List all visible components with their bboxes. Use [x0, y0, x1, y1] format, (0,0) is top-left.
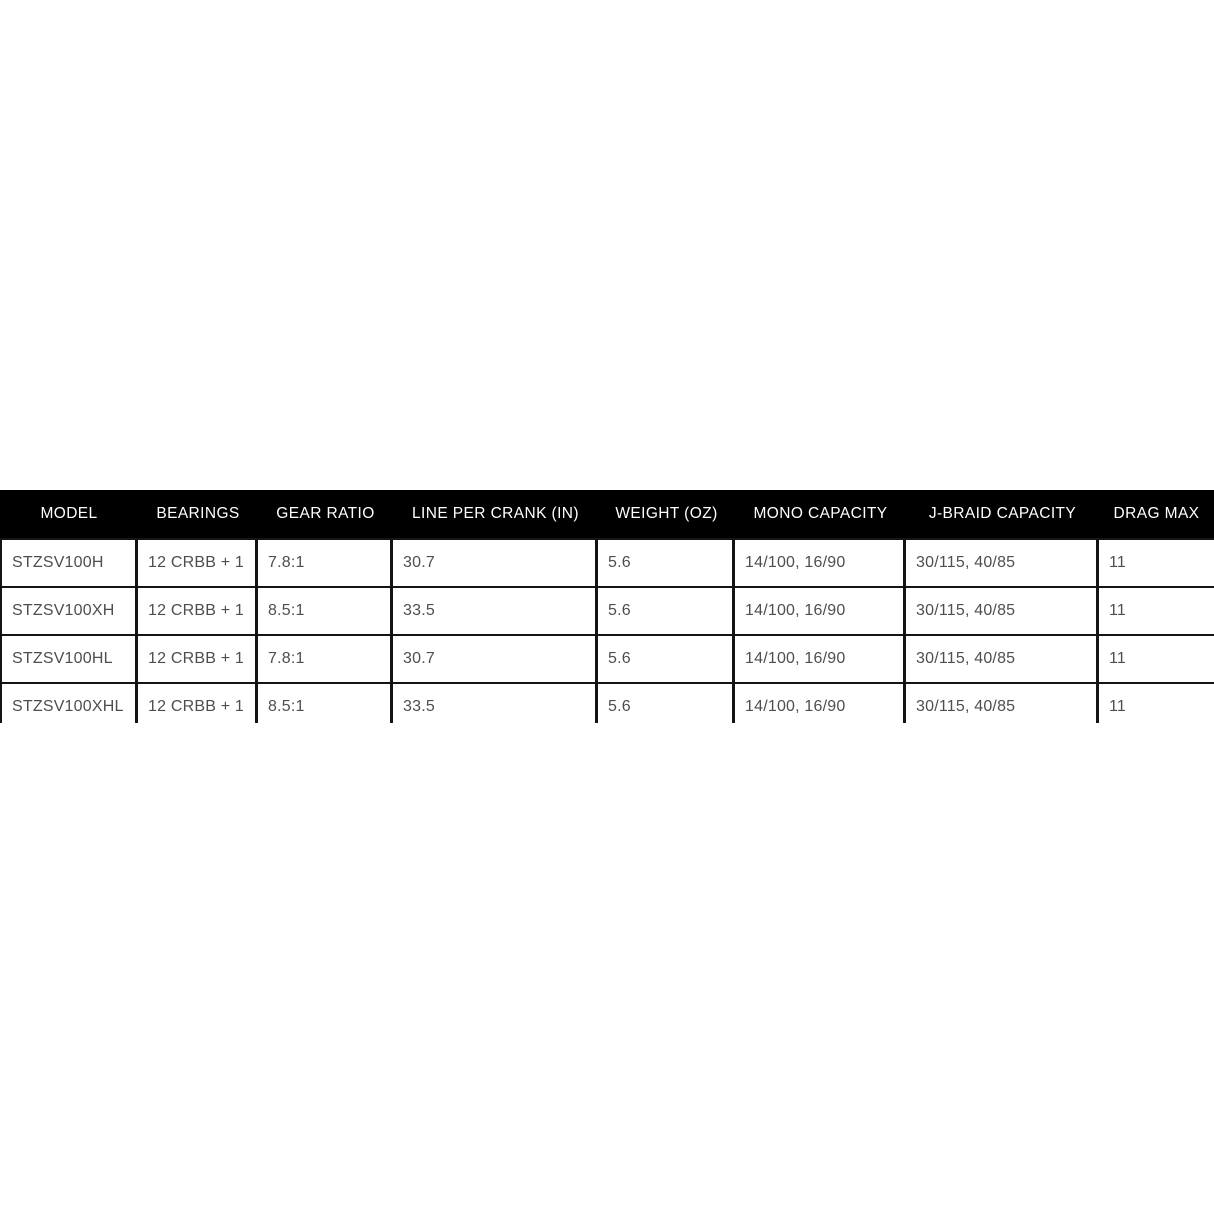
cell-jbraid_capacity: 30/115, 40/85	[906, 684, 1099, 723]
cell-gear_ratio: 7.8:1	[258, 636, 393, 682]
table-row-stzsv100xh	[2, 586, 1214, 634]
cell-gear_ratio: 7.8:1	[258, 540, 393, 586]
reel-specifications-table	[0, 490, 1214, 723]
cell-mono_capacity: 14/100, 16/90	[735, 540, 906, 586]
table-row-stzsv100xhl	[2, 682, 1214, 723]
cell-weight: 5.6	[598, 684, 735, 723]
header-cell-gear_ratio: GEAR RATIO	[276, 505, 375, 522]
cell-drag_max: 11	[1109, 650, 1127, 667]
cell-mono_capacity: 14/100, 16/90	[735, 588, 906, 634]
header-cell-model: MODEL	[40, 505, 98, 522]
cell-mono_capacity: 14/100, 16/90	[735, 636, 906, 682]
header-cell-mono_capacity: MONO CAPACITY	[753, 505, 888, 522]
header-cell-drag_max: DRAG MAX	[1113, 505, 1200, 522]
cell-model: STZSV100HL	[2, 636, 138, 682]
cell-bearings: 12 CRBB + 1	[138, 588, 258, 634]
cell-line_per_crank: 30.7	[393, 636, 598, 682]
header-cell-bearings: BEARINGS	[156, 505, 240, 522]
cell-mono_capacity: 14/100, 16/90	[735, 684, 906, 723]
cell-line_per_crank: 30.7	[393, 540, 598, 586]
cell-bearings: 12 CRBB + 1	[138, 636, 258, 682]
table-body	[0, 538, 1214, 723]
cell-line_per_crank: 33.5	[393, 588, 598, 634]
cell-gear_ratio: 8.5:1	[258, 588, 393, 634]
cell-bearings: 12 CRBB + 1	[138, 684, 258, 723]
table-header-row	[0, 490, 1214, 538]
cell-model: STZSV100H	[2, 540, 138, 586]
cell-drag_max: 11	[1109, 698, 1127, 715]
cell-weight: 5.6	[598, 636, 735, 682]
cell-gear_ratio: 8.5:1	[258, 684, 393, 723]
cell-weight: 5.6	[598, 540, 735, 586]
cell-line_per_crank: 33.5	[393, 684, 598, 723]
cell-drag_max: 11	[1109, 602, 1127, 619]
cell-drag_max: 11	[1109, 554, 1127, 571]
table-row-stzsv100h	[2, 538, 1214, 586]
cell-model: STZSV100XHL	[2, 684, 138, 723]
header-cell-weight: WEIGHT (OZ)	[615, 505, 718, 522]
cell-jbraid_capacity: 30/115, 40/85	[906, 588, 1099, 634]
cell-model: STZSV100XH	[2, 588, 138, 634]
header-cell-jbraid_capacity: J-BRAID CAPACITY	[928, 505, 1077, 522]
header-cell-line_per_crank: LINE PER CRANK (IN)	[412, 505, 579, 522]
cell-weight: 5.6	[598, 588, 735, 634]
table-row-stzsv100hl	[2, 634, 1214, 682]
cell-bearings: 12 CRBB + 1	[138, 540, 258, 586]
cell-jbraid_capacity: 30/115, 40/85	[906, 636, 1099, 682]
cell-jbraid_capacity: 30/115, 40/85	[906, 540, 1099, 586]
